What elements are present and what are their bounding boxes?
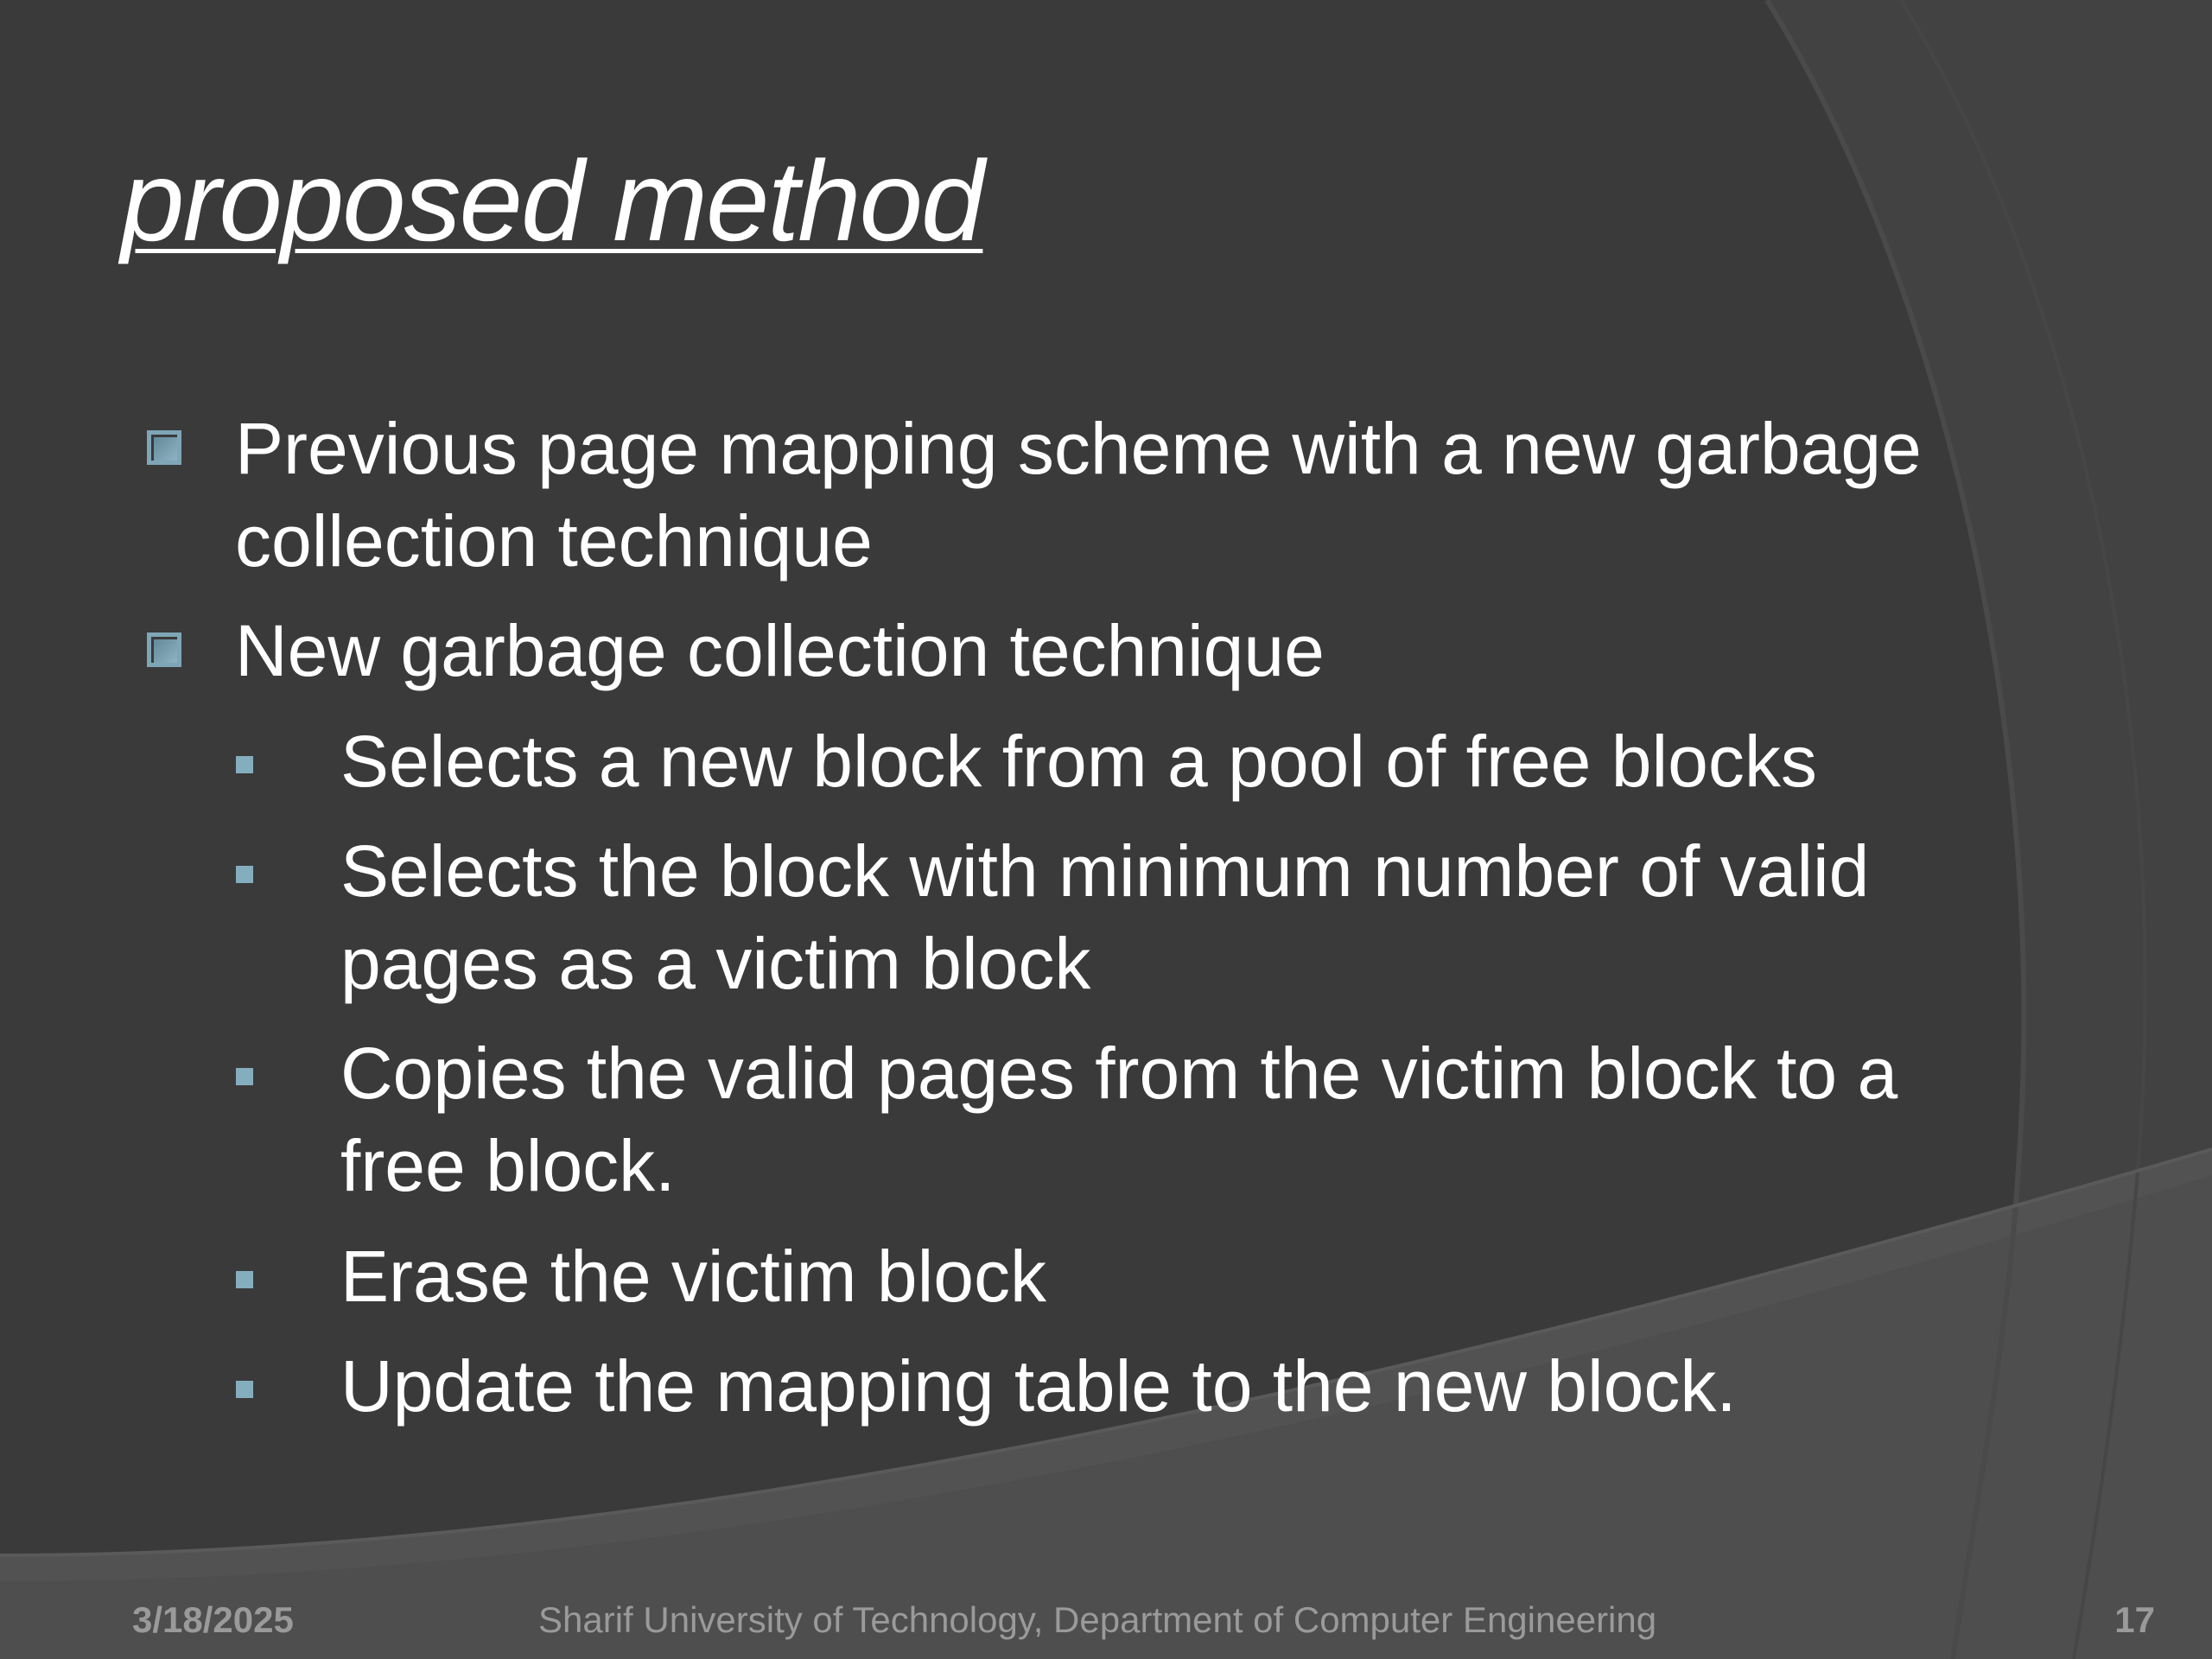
footer-date: 3/18/2025 <box>132 1599 294 1640</box>
subbullet-item: Selects a new block from a pool of free blocks <box>340 721 1817 802</box>
subbullet-item: Copies the valid pages from the victim block to a <box>340 1033 1898 1114</box>
small-square-bullet-icon <box>236 1068 253 1085</box>
bullet-item: New garbage collection technique <box>235 610 1325 691</box>
subbullet-item: Selects the block with minimum number of valid <box>340 830 1870 912</box>
subbullet-item-continuation: free block. <box>340 1125 676 1206</box>
small-square-bullet-icon <box>236 866 253 883</box>
square-bullet-icon <box>147 632 181 667</box>
slide-number: 17 <box>2114 1599 2155 1640</box>
small-square-bullet-icon <box>236 756 253 773</box>
small-square-bullet-icon <box>236 1271 253 1288</box>
small-square-bullet-icon <box>236 1381 253 1398</box>
slide-title: proposed method <box>121 137 983 264</box>
square-bullet-icon <box>147 430 181 465</box>
bullet-item-continuation: collection technique <box>235 500 873 582</box>
bullet-item: Previous page mapping scheme with a new garbage <box>235 408 1922 489</box>
subbullet-item-continuation: pages as a victim block <box>340 923 1091 1004</box>
footer-institution: Sharif University of Technology, Department of Computer Engineering <box>538 1599 1657 1640</box>
subbullet-item: Update the mapping table to the new block. <box>340 1345 1737 1427</box>
subbullet-item: Erase the victim block <box>340 1236 1046 1317</box>
